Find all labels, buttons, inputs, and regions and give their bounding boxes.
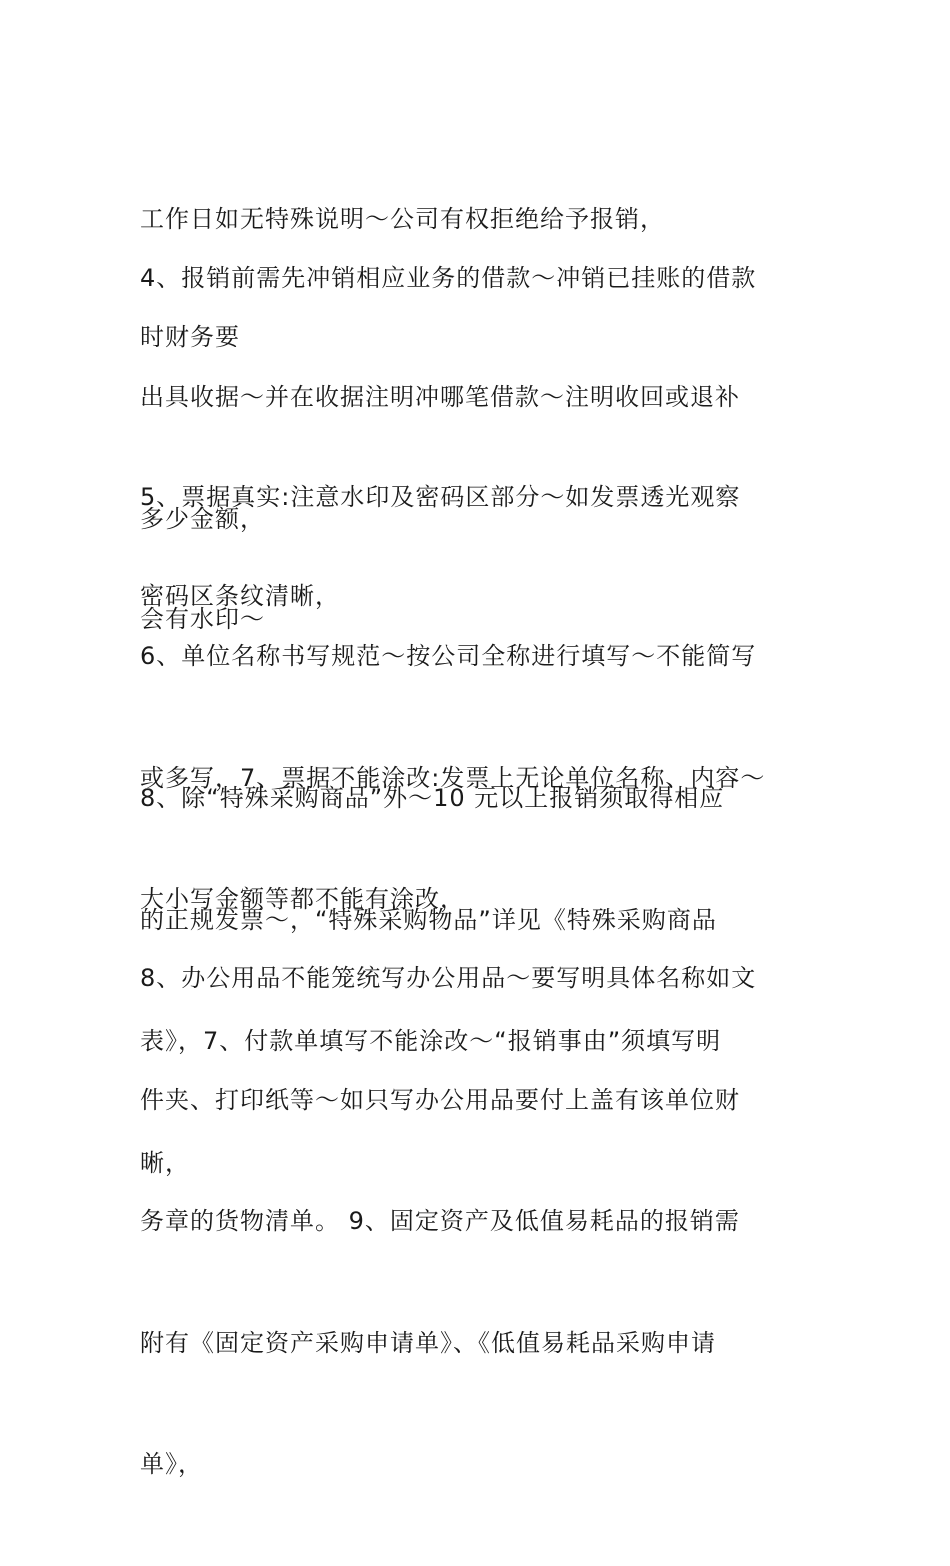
text-line: 晰，	[140, 1148, 190, 1177]
text-line: 多少金额，	[140, 504, 265, 533]
text-line: 件夹、打印纸等～如只写办公用品要付上盖有该单位财	[140, 1085, 740, 1114]
text-line: 单》，	[140, 1450, 203, 1478]
text-line: 的正规发票～，“特殊采购物品”详见《特殊采购商品	[140, 905, 717, 934]
text-line: 工作日如无特殊说明～公司有权拒绝给予报销，	[140, 205, 665, 233]
text-line: 8、办公用品不能笼统写办公用品～要写明具体名称如文	[140, 964, 757, 992]
text-line: 8、除“特殊采购商品”外～10 元以上报销须取得相应	[140, 784, 725, 812]
text-line: 表》，7、付款单填写不能涂改～“报销事由”须填写明	[140, 1027, 722, 1055]
text-line: 密码区条纹清晰，	[140, 582, 340, 610]
paragraph-9	[140, 877, 820, 1566]
text-line: 时财务要	[140, 323, 240, 351]
text-line: 6、单位名称书写规范～按公司全称进行填写～不能简写	[140, 642, 757, 670]
text-line: 会有水印～	[140, 604, 265, 633]
text-line: 出具收据～并在收据注明冲哪笔借款～注明收回或退补	[140, 383, 740, 411]
text-line: 5、票据真实:注意水印及密码区部分～如发票透光观察	[140, 483, 741, 511]
text-line: 4、报销前需先冲销相应业务的借款～冲销已挂账的借款	[140, 264, 757, 292]
text-line: 大小写金额等都不能有涂改，	[140, 885, 465, 913]
text-line: 或多写，7、票据不能涂改:发票上无论单位名称、内容～	[140, 763, 766, 792]
text-line: 务章的货物清单。 9、固定资产及低值易耗品的报销需	[140, 1207, 740, 1235]
text-line: 附有《固定资产采购申请单》、《低值易耗品采购申请	[140, 1328, 716, 1357]
